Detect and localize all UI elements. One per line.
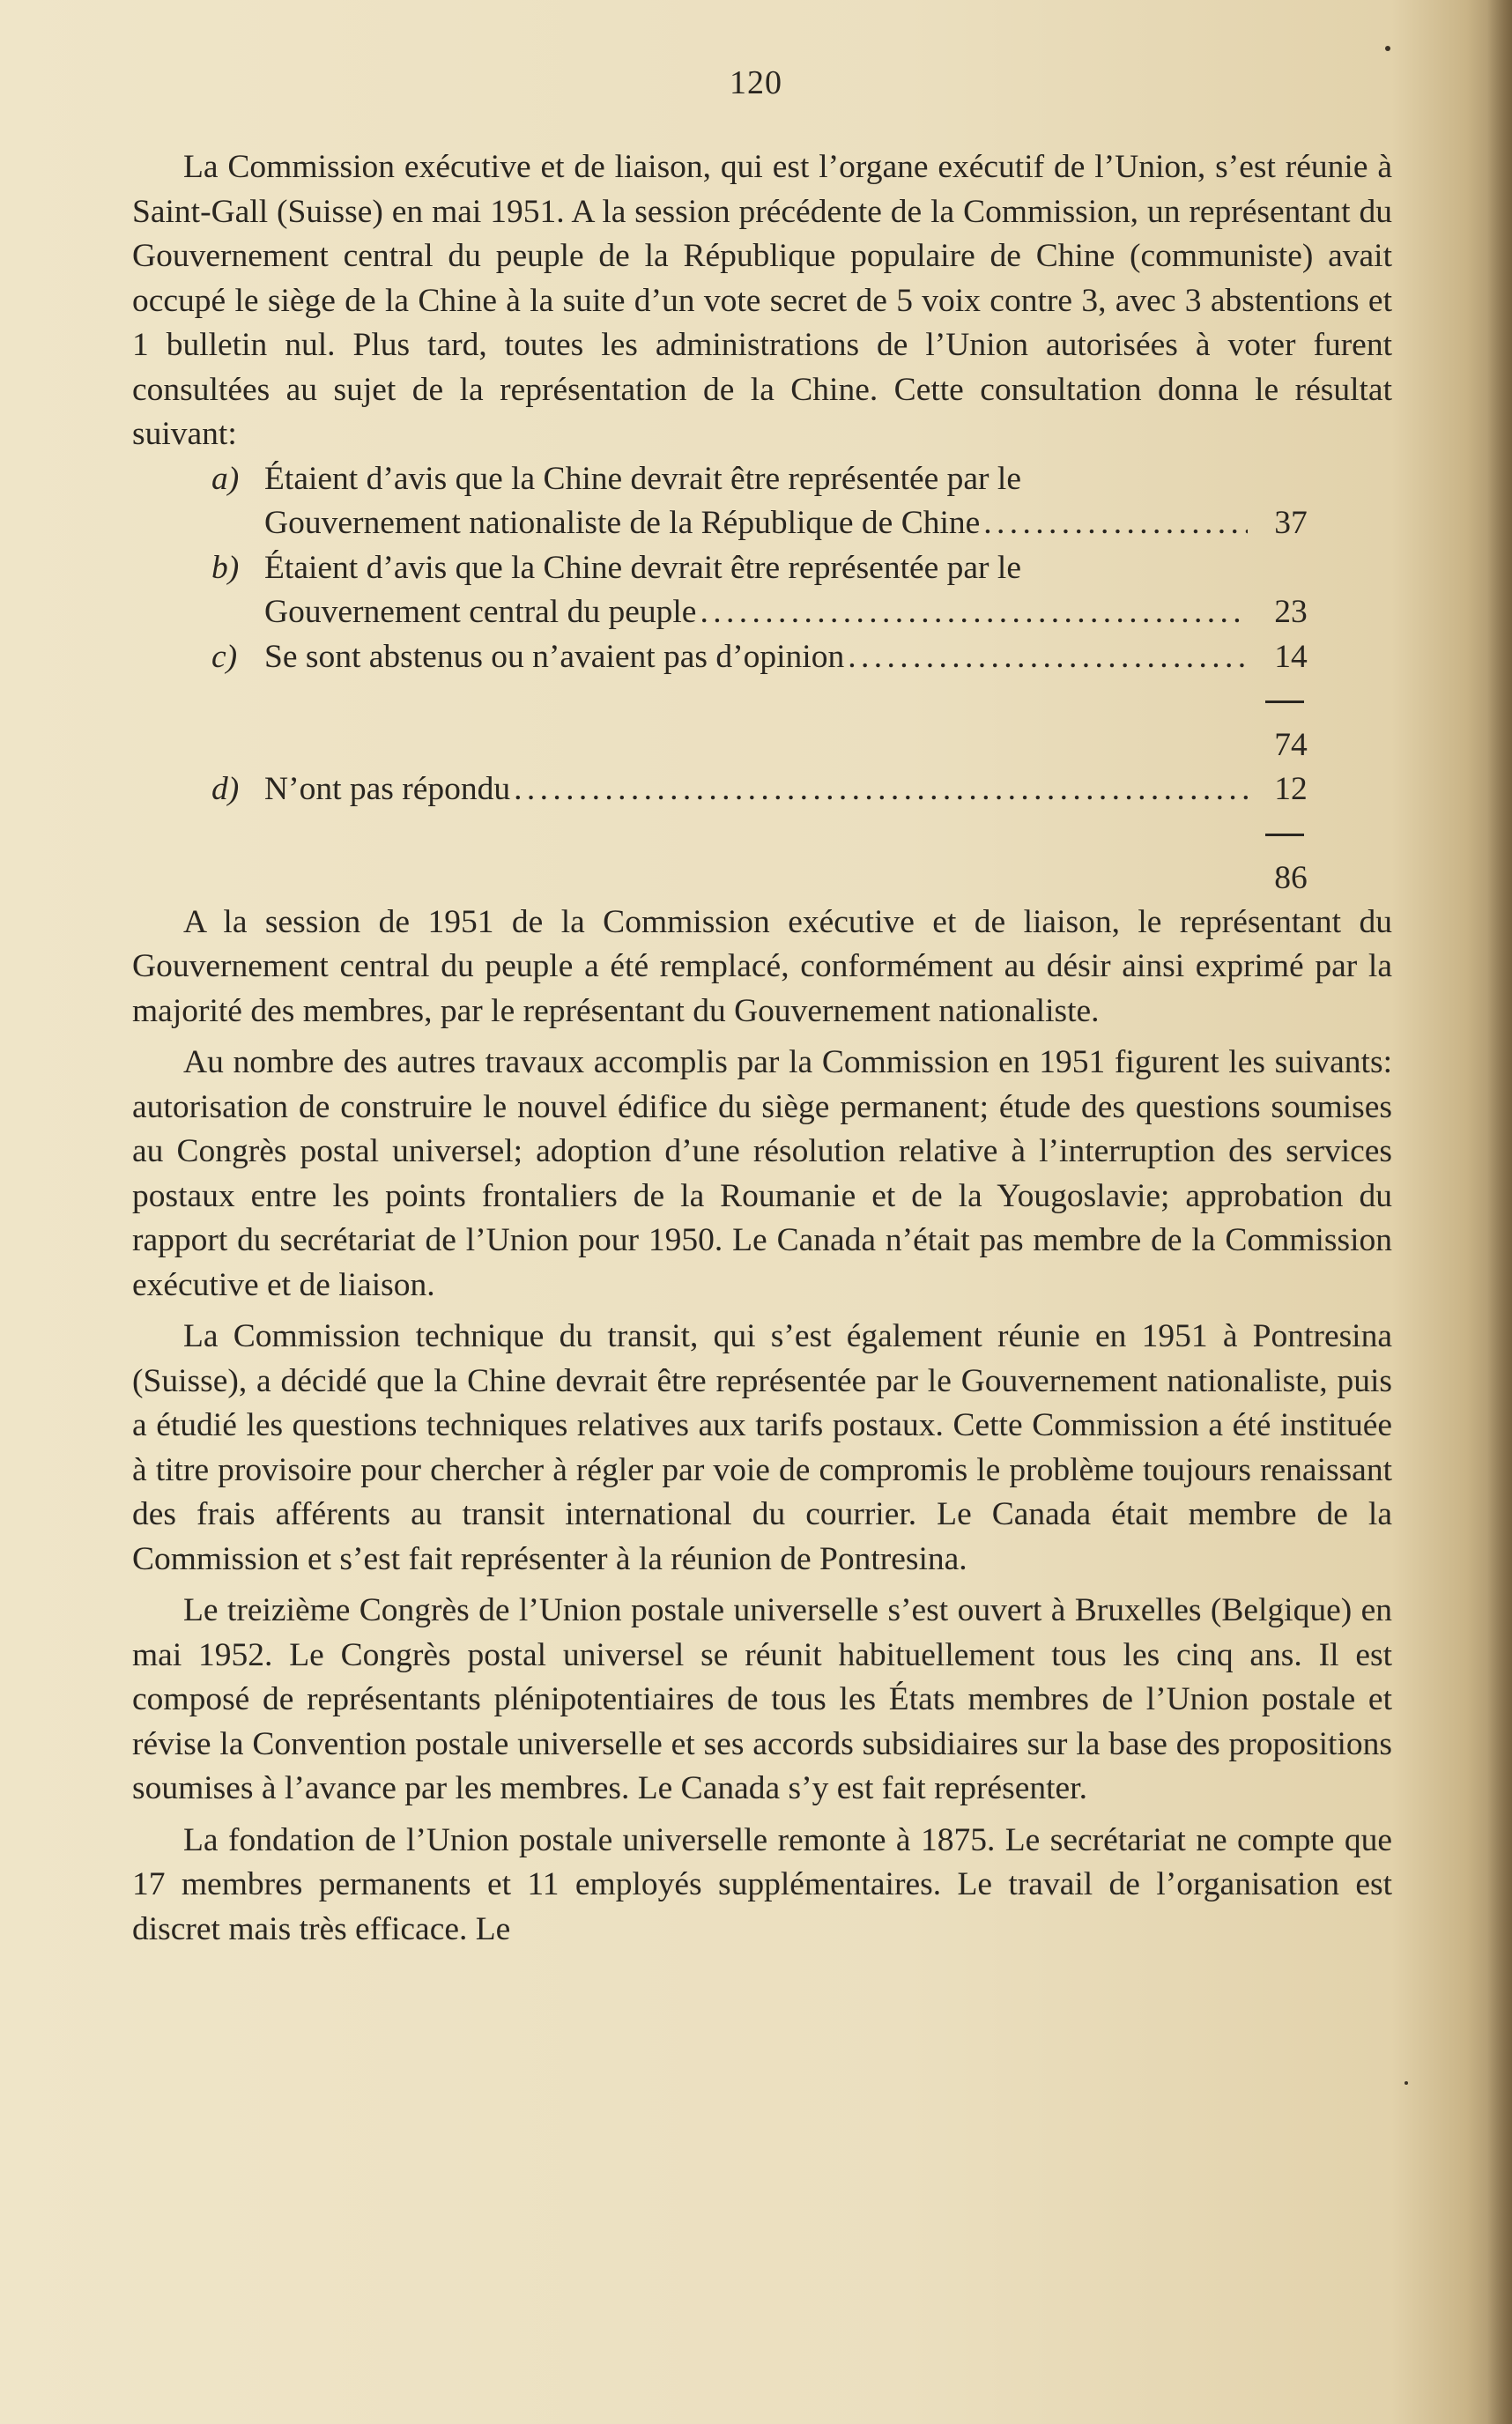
- vote-item-c: [132, 635, 1392, 680]
- dot-leader: [514, 767, 1248, 812]
- dot-leader: [983, 501, 1248, 546]
- vote-item-value: 37: [1274, 505, 1308, 541]
- page-number: 120: [730, 64, 782, 101]
- dot-leader: [848, 635, 1248, 680]
- sum-rule: [1265, 834, 1304, 836]
- vote-total: 86: [1274, 859, 1308, 896]
- paragraph-transit-commission: La Commission technique du transit, qui s’est également réunie en 1951 à Pontresina (Suisse), a décidé que la Chine devrait être représentée par le Gouvernement nationaliste, puis a étudié les questions techniques relatives aux tarifs postaux. Cette Commission a été instituée à titre provisoire pour chercher à régler par voie de compromis le problème toujours renaissant des frais afférents au transit international du courrier. Le Canada était membre de la Commission et s’est fait représenter à la réunion de Pontresina.: [132, 1318, 1392, 1577]
- document-body: [132, 145, 1392, 1952]
- vote-item-text-line1: Étaient d’avis que la Chine devrait être représentée par le: [264, 460, 1021, 497]
- vote-item-text: N’ont pas répondu: [264, 771, 511, 807]
- paper-speck: [1405, 2081, 1408, 2085]
- paper-speck: [1385, 46, 1390, 51]
- vote-item-text-line1: Étaient d’avis que la Chine devrait être représentée par le: [264, 549, 1021, 586]
- vote-item-text: Se sont abstenus ou n’avaient pas d’opinion: [264, 638, 845, 675]
- vote-item-b: [132, 546, 1392, 635]
- vote-item-value: 23: [1274, 594, 1308, 630]
- vote-item-a: [132, 457, 1392, 546]
- vote-item-value: 12: [1274, 771, 1308, 807]
- vote-item-letter: d): [211, 771, 240, 807]
- sum-rule: [1265, 701, 1304, 703]
- vote-item-letter: a): [211, 460, 240, 497]
- vote-item-letter: c): [211, 638, 238, 675]
- page-edge-shadow: [1487, 0, 1512, 2424]
- vote-item-text-line2: Gouvernement central du peuple: [264, 594, 697, 630]
- paragraph-upu-foundation: La fondation de l’Union postale universelle remonte à 1875. Le secrétariat ne compte que 17 membres permanents et 11 employés supplémentaires. Le travail de l’organisation est discret mais très efficace. Le: [132, 1821, 1392, 1947]
- vote-item-value: 14: [1274, 638, 1308, 675]
- paragraph-other-work: Au nombre des autres travaux accomplis par la Commission en 1951 figurent les suivants: autorisation de construire le nouvel édifice du siège permanent; étude des questions soumises au Congrès postal universel; adoption d’une résolution relative à l’interruption des services postaux entre les points frontaliers de la Roumanie et de la Yougoslavie; approbation du rapport du secrétariat de l’Union pour 1950. Le Canada n’était pas membre de la Commission exécutive et de liaison.: [132, 1044, 1392, 1303]
- vote-subtotal: 74: [1274, 727, 1308, 763]
- paragraph-thirteenth-congress: Le treizième Congrès de l’Union postale universelle s’est ouvert à Bruxelles (Belgique) en mai 1952. Le Congrès postal universel se réunit habituellement tous les cinq ans. Il est composé de représentants plénipotentiaires de tous les États membres de l’Union postale et révise la Convention postale universelle et ses accords subsidiaires sur la base des propositions soumises à l’avance par les membres. Le Canada s’y est fait représenter.: [132, 1592, 1392, 1806]
- paragraph-commission-executive: La Commission exécutive et de liaison, qui est l’organe exécutif de l’Union, s’est réunie à Saint-Gall (Suisse) en mai 1951. A la session précédente de la Commission, un représentant du Gouvernement central du peuple de la République populaire de Chine (communiste) avait occupé le siège de la Chine à la suite d’un vote secret de 5 voix contre 3, avec 3 abstentions et 1 bulletin nul. Plus tard, toutes les administrations de l’Union autorisées à voter furent consultées au sujet de la représentation de la Chine. Cette consultation donna le résultat suivant:: [132, 149, 1392, 452]
- paragraph-session-1951: A la session de 1951 de la Commission exécutive et de liaison, le représentant du Gouvernement central du peuple a été remplacé, conformément au désir ainsi exprimé par la majorité des membres, par le représentant du Gouvernement nationaliste.: [132, 903, 1392, 1029]
- vote-item-d: [132, 767, 1392, 812]
- vote-item-text-line2: Gouvernement nationaliste de la République de Chine: [264, 505, 981, 541]
- vote-item-letter: b): [211, 549, 240, 586]
- dot-leader: [700, 590, 1248, 635]
- vote-results-list: [132, 457, 1392, 901]
